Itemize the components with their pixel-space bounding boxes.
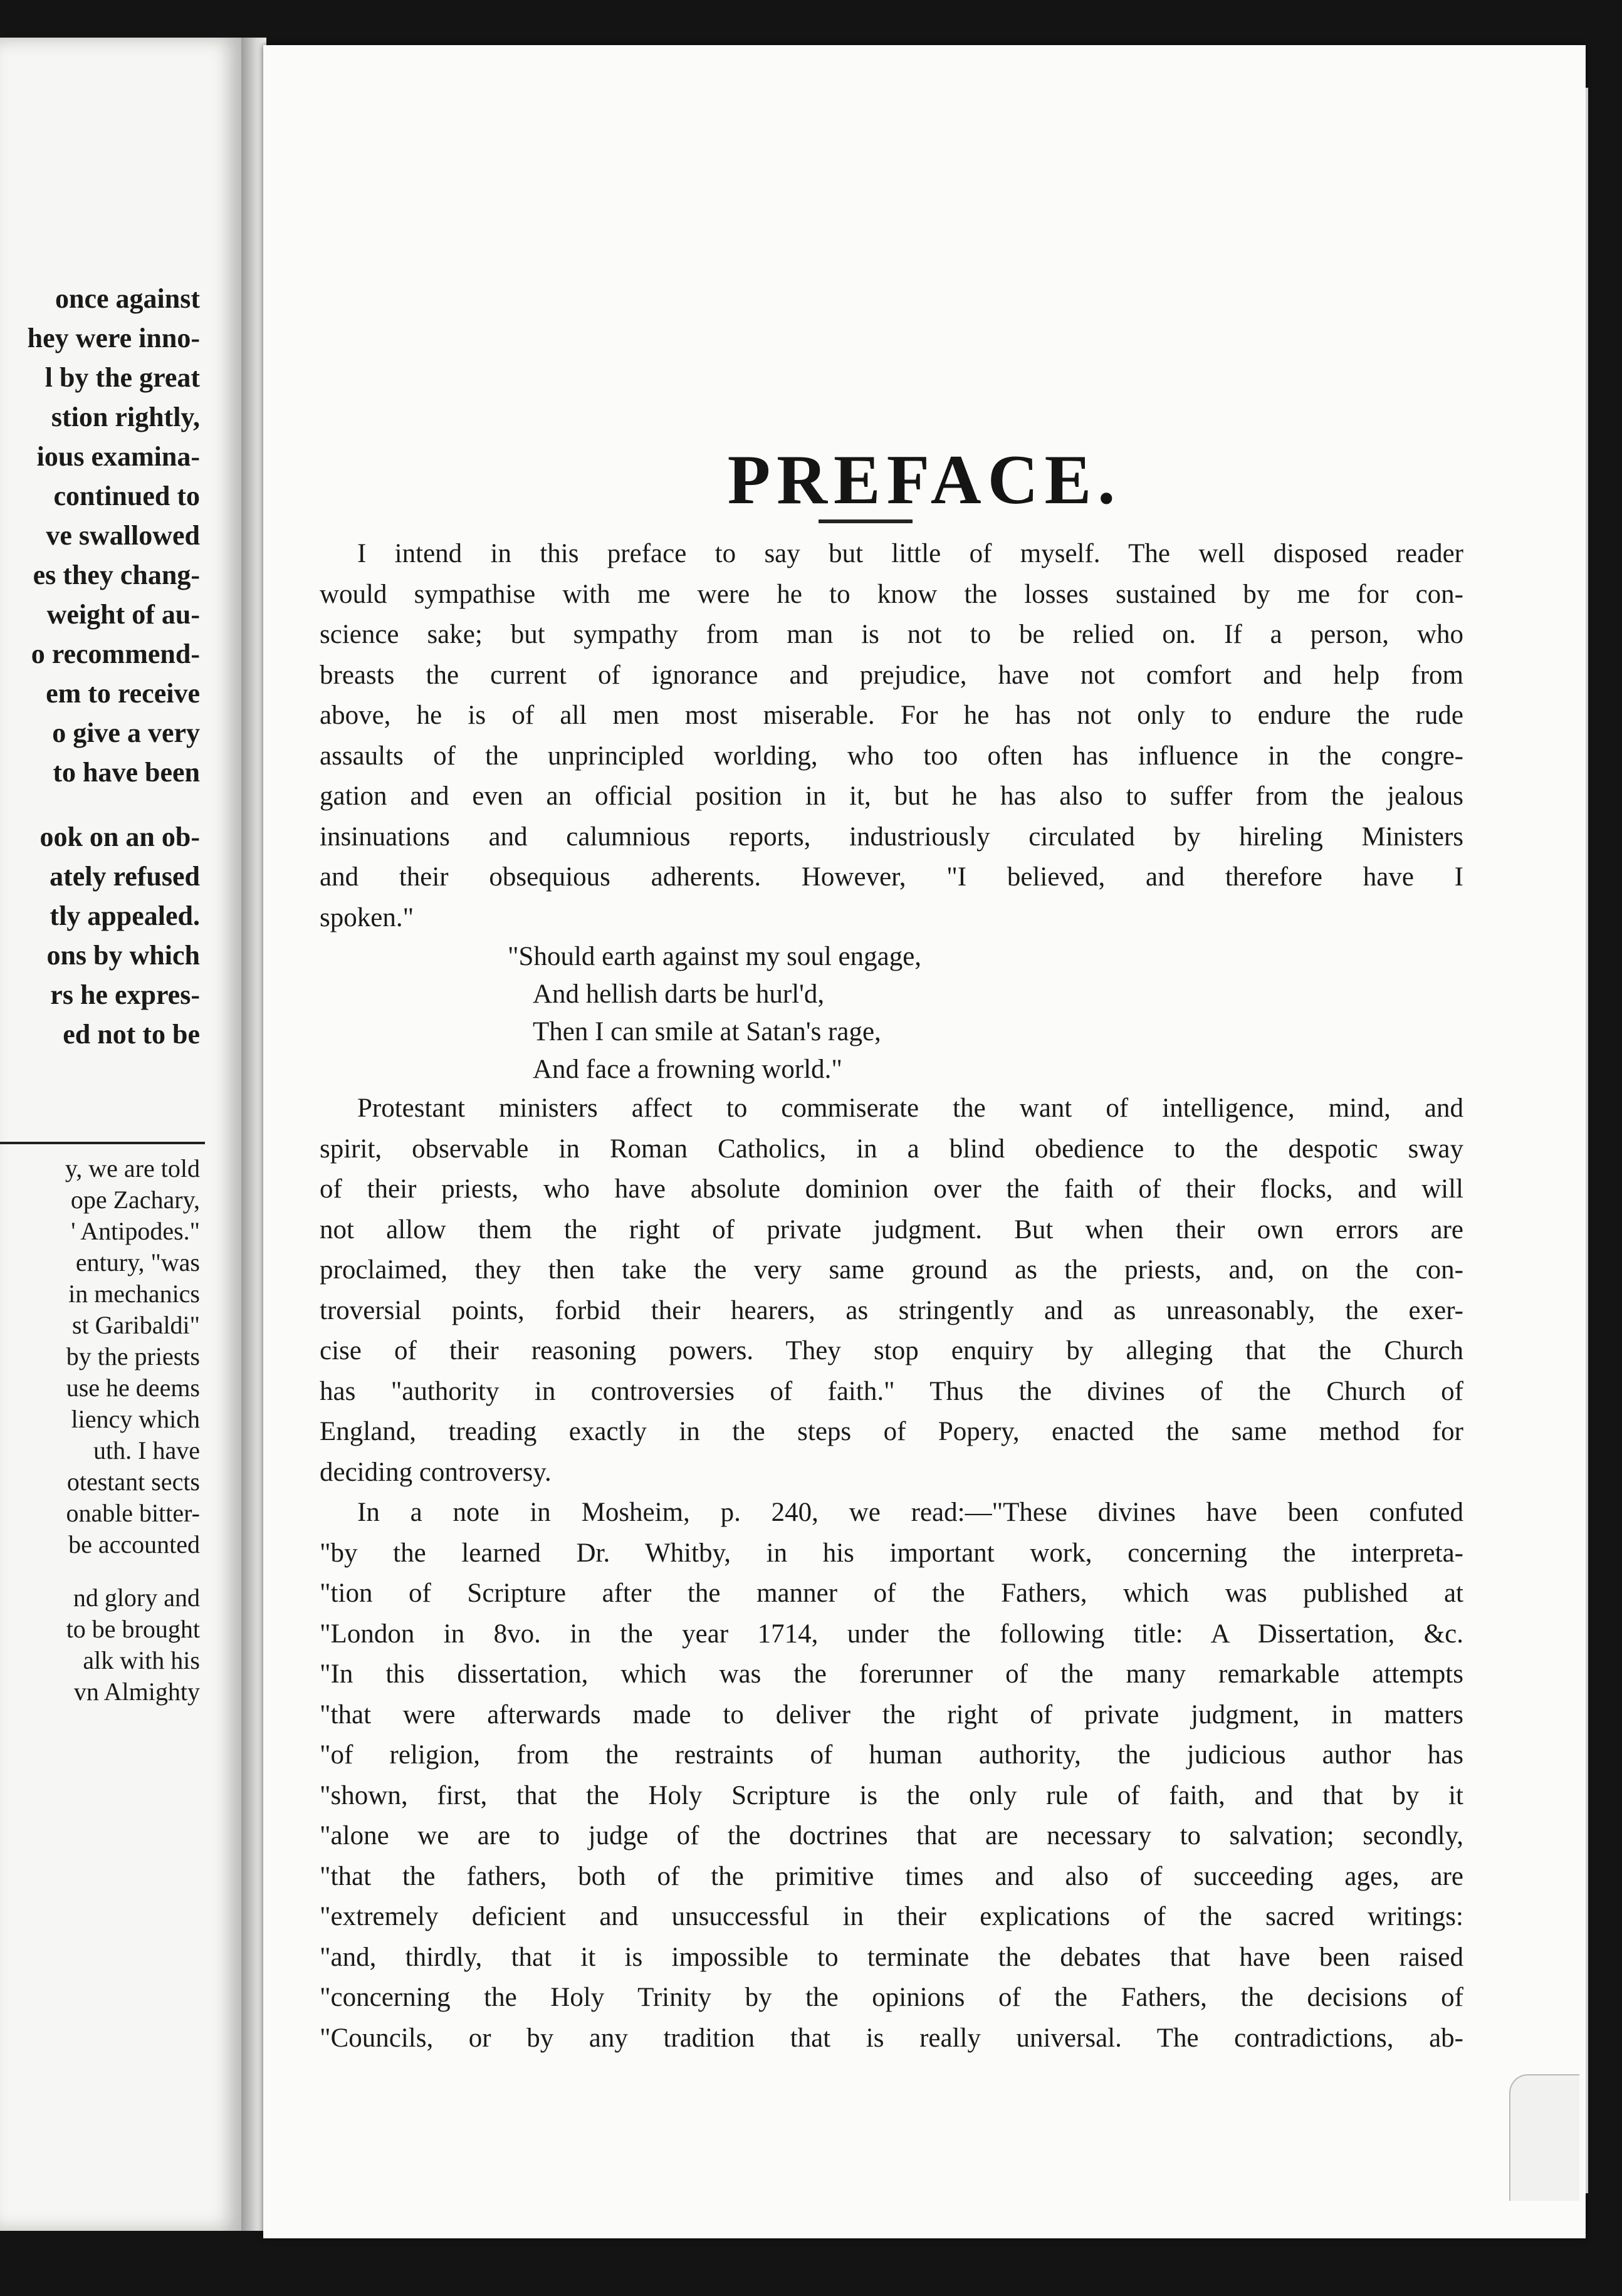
poem-quote xyxy=(320,938,1463,1088)
left-page-line: o give a very xyxy=(52,718,200,748)
left-page-line: o recommend- xyxy=(31,639,200,669)
paragraph-2-line: deciding controversy. xyxy=(320,1457,552,1487)
left-page-line: ve swallowed xyxy=(46,520,200,551)
left-page-line: ious examina- xyxy=(36,441,200,472)
preface-page xyxy=(263,45,1586,2238)
paragraph-2-line: Protestant ministers affect to commiserate the want of intelligence, mind, and xyxy=(357,1093,1463,1123)
left-page-line: hey were inno- xyxy=(27,323,200,353)
paragraph-1-line: above, he is of all men most miserable. For he has not only to endure the rude xyxy=(320,701,1463,730)
paragraph-1-line: gation and even an official position in it, but he has also to suffer from the jealous xyxy=(320,781,1463,811)
paragraph-2-line: of their priests, who have absolute dominion over the faith of their flocks, and will xyxy=(320,1174,1463,1204)
paragraph-1 xyxy=(320,534,1463,938)
paragraph-2-line: has "authority in controversies of faith." Thus the divines of the Church of xyxy=(320,1376,1463,1406)
left-note-line: to be brought xyxy=(66,1615,200,1643)
left-page-footnotes xyxy=(0,1153,200,1708)
left-note-line: onable bitter- xyxy=(66,1499,200,1527)
left-page-line xyxy=(0,792,200,817)
left-note-line: ' Antipodes." xyxy=(71,1217,200,1245)
left-page-line: ook on an ob- xyxy=(39,822,200,852)
page-edge xyxy=(1586,88,1588,2193)
paragraph-1-line: I intend in this preface to say but little of myself. The well disposed reader xyxy=(357,539,1463,568)
paragraph-1-line: spoken." xyxy=(320,902,414,932)
paragraph-3-line: "tion of Scripture after the manner of the Fathers, which was published at xyxy=(320,1578,1463,1608)
left-page-line: em to receive xyxy=(46,678,200,709)
left-page-line: rs he expres- xyxy=(50,979,200,1010)
poem-line: "Should earth against my soul engage, xyxy=(508,942,922,971)
paragraph-1-line: assaults of the unprincipled worlding, who too often has influence in the congre- xyxy=(320,741,1463,771)
poem-line: And hellish darts be hurl'd, xyxy=(533,979,825,1009)
paragraph-3-line: "London in 8vo. in the year 1714, under the following title: A Dissertation, &c. xyxy=(320,1619,1463,1649)
left-page-line: stion rightly, xyxy=(51,402,200,432)
left-page-line: weight of au- xyxy=(46,599,200,630)
left-note-line: in mechanics xyxy=(68,1280,200,1308)
poem-line: Then I can smile at Satan's rage, xyxy=(533,1017,881,1046)
left-note-line: vn Almighty xyxy=(73,1678,200,1706)
paragraph-3-line: "of religion, from the restraints of human authority, the judicious author has xyxy=(320,1740,1463,1770)
left-note-line: y, we are told xyxy=(65,1154,200,1182)
left-facing-page xyxy=(0,38,241,2231)
paragraph-2-line: troversial points, forbid their hearers, as stringently and as unreasonably, the exer- xyxy=(320,1295,1463,1325)
left-page-line: es they chang- xyxy=(33,560,200,590)
left-note-line xyxy=(0,1560,200,1582)
paragraph-1-line: and their obsequious adherents. However, "I believed, and therefore have I xyxy=(320,862,1463,892)
left-note-line: uth. I have xyxy=(93,1436,200,1464)
left-note-line: ope Zachary, xyxy=(70,1186,200,1214)
left-page-line: ed not to be xyxy=(63,1019,200,1050)
left-note-line: otestant sects xyxy=(66,1468,200,1496)
paragraph-2-line: England, treading exactly in the steps of Popery, enacted the same method for xyxy=(320,1417,1463,1446)
paragraph-2-line: not allow them the right of private judgment. But when their own errors are xyxy=(320,1214,1463,1245)
title-rule xyxy=(819,519,913,523)
paragraph-3-line: "and, thirdly, that it is impossible to terminate the debates that have been raised xyxy=(320,1942,1463,1972)
paragraph-1-line: science sake; but sympathy from man is not to be relied on. If a person, who xyxy=(320,620,1463,649)
left-page-line: ately refused xyxy=(50,861,200,892)
left-note-line: nd glory and xyxy=(73,1584,200,1612)
paragraph-3-line: "alone we are to judge of the doctrines that are necessary to salvation; secondly, xyxy=(320,1821,1463,1850)
paragraph-3 xyxy=(320,1493,1463,2059)
paragraph-3-line: In a note in Mosheim, p. 240, we read:—"These divines have been confuted xyxy=(357,1498,1463,1527)
left-page-text xyxy=(0,279,200,1054)
paragraph-3-line: "In this dissertation, which was the forerunner of the many remarkable attempts xyxy=(320,1659,1463,1689)
paragraph-3-line: "that were afterwards made to deliver the right of private judgment, in matters xyxy=(320,1699,1463,1730)
paragraph-3-line: "shown, first, that the Holy Scripture is the only rule of faith, and that by it xyxy=(320,1780,1463,1810)
paragraph-2-line: proclaimed, they then take the very same ground as the priests, and, on the con- xyxy=(320,1255,1463,1285)
book-spine xyxy=(241,38,266,2231)
left-page-line: once against xyxy=(55,283,200,314)
paragraph-1-line: would sympathise with me were he to know the losses sustained by me for con- xyxy=(320,579,1463,609)
left-page-line: l by the great xyxy=(44,362,200,393)
paragraph-2 xyxy=(320,1088,1463,1493)
paragraph-2-line: cise of their reasoning powers. They stop enquiry by alleging that the Church xyxy=(320,1336,1463,1365)
poem-line: And face a frowning world." xyxy=(533,1055,842,1084)
left-note-line: by the priests xyxy=(66,1342,200,1370)
paragraph-3-line: "by the learned Dr. Whitby, in his important work, concerning the interpreta- xyxy=(320,1538,1463,1568)
paragraph-3-line: "concerning the Holy Trinity by the opinions of the Fathers, the decisions of xyxy=(320,1983,1463,2012)
left-page-line: tly appealed. xyxy=(50,900,200,931)
left-note-line: st Garibaldi" xyxy=(71,1311,200,1339)
page-title: PREFACE. xyxy=(727,441,1122,519)
paragraph-2-line: spirit, observable in Roman Catholics, in a blind obedience to the despotic sway xyxy=(320,1134,1463,1164)
paragraph-3-line: "extremely deficient and unsuccessful in their explications of the sacred writings: xyxy=(320,1902,1463,1931)
left-note-line: alk with his xyxy=(83,1646,200,1674)
left-page-line: to have been xyxy=(53,757,200,788)
page-corner-curl xyxy=(1509,2074,1579,2201)
left-note-line: use he deems xyxy=(66,1374,200,1402)
paragraph-1-line: breasts the current of ignorance and prejudice, have not comfort and help from xyxy=(320,660,1463,690)
paragraph-3-line: "that the fathers, both of the primitive times and also of succeeding ages, are xyxy=(320,1861,1463,1891)
left-note-line: entury, "was xyxy=(75,1248,200,1276)
left-footnote-rule xyxy=(0,1142,205,1144)
paragraph-1-line: insinuations and calumnious reports, industriously circulated by hireling Ministers xyxy=(320,822,1463,852)
left-note-line: liency which xyxy=(71,1405,200,1433)
left-page-line: ons by which xyxy=(46,940,200,971)
left-note-line: be accounted xyxy=(68,1530,200,1558)
left-page-line: continued to xyxy=(53,481,200,511)
preface-body xyxy=(320,534,1463,2059)
paragraph-3-line: "Councils, or by any tradition that is really universal. The contradictions, ab- xyxy=(320,2023,1463,2053)
